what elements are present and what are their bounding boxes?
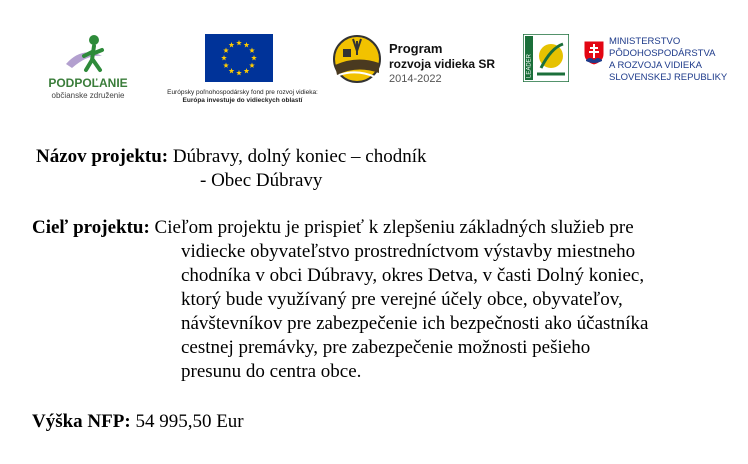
podpolanie-logo bbox=[42, 34, 142, 104]
project-goal-line: chodníka v obci Dúbravy, okres Detva, v časti Dolný koniec, bbox=[181, 265, 645, 286]
ministry-line-1: MINISTERSTVO bbox=[609, 36, 681, 47]
leader-text: LEADER bbox=[526, 53, 533, 78]
prv-subtitle: rozvoja vidieka SR bbox=[389, 57, 496, 71]
ministry-line-2: PÔDOHOSPODÁRSTVA bbox=[609, 48, 716, 59]
podpolanie-subtitle: občianske združenie bbox=[51, 91, 125, 100]
nfp-label: Výška NFP: bbox=[32, 411, 131, 432]
podpolanie-figure-icon bbox=[62, 34, 114, 76]
eu-slogan-text: Európa investuje do vidieckych oblastí bbox=[182, 97, 303, 104]
project-goal-first-line: Cieľom projektu je prispieť k zlepšeniu základných služieb pre bbox=[154, 217, 634, 238]
logo-banner bbox=[0, 0, 748, 110]
project-applicant: - Obec Dúbravy bbox=[200, 170, 323, 191]
eu-flag-icon bbox=[205, 34, 273, 82]
leader-logo bbox=[523, 34, 573, 84]
prv-years: 2014-2022 bbox=[389, 73, 442, 85]
project-name-row bbox=[36, 145, 427, 169]
prv-title: Program bbox=[389, 41, 443, 56]
prv-logo bbox=[333, 33, 518, 97]
project-goal-line: cestnej premávky, pre zabezpečenie možnosti pešieho bbox=[181, 337, 591, 358]
prv-emblem-icon bbox=[333, 33, 383, 85]
slovak-coat-of-arms-icon bbox=[583, 40, 605, 66]
nfp-value: 54 995,50 Eur bbox=[135, 411, 244, 432]
project-name-value: Dúbravy, dolný koniec – chodník bbox=[172, 146, 427, 167]
project-name-label: Názov projektu: bbox=[36, 146, 169, 167]
project-goal-line: vidiecke obyvateľstvo prostredníctvom výstavby miestneho bbox=[181, 241, 636, 262]
project-goal-row bbox=[32, 216, 634, 240]
ministry-line-3: A ROZVOJA VIDIEKA bbox=[609, 60, 702, 71]
project-goal-line: návštevníkov pre zabezpečenie ich bezpečnosti ako účastníka bbox=[181, 313, 649, 334]
nfp-amount-row bbox=[32, 410, 244, 434]
project-goal-line: presunu do centra obce. bbox=[181, 361, 362, 382]
eu-fund-text: Európsky poľnohospodársky fond pre rozvoj vidieka: bbox=[167, 89, 318, 96]
project-goal-label: Cieľ projektu: bbox=[32, 217, 150, 238]
leader-emblem-icon bbox=[523, 34, 569, 82]
podpolanie-name: PODPOĽANIE bbox=[48, 76, 128, 90]
ministry-line-4: SLOVENSKEJ REPUBLIKY bbox=[609, 72, 728, 83]
project-goal-line: ktorý bude využívaný pre verejné účely obce, obyvateľov, bbox=[181, 289, 623, 310]
eu-logo bbox=[155, 34, 330, 106]
ministry-logo bbox=[583, 36, 733, 102]
